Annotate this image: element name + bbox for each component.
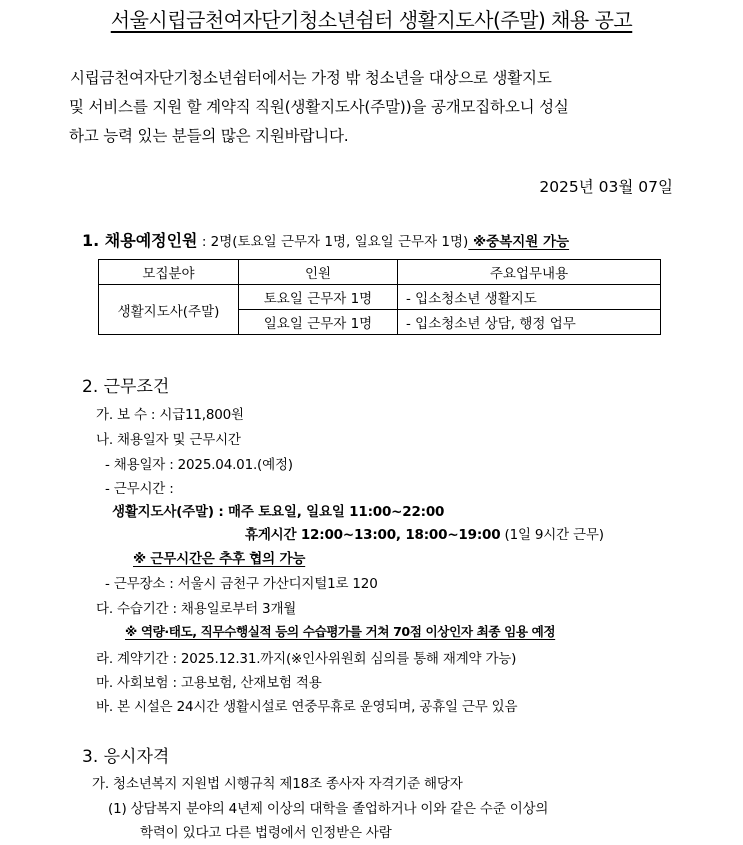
cell-duty: - 입소청소년 생활지도 (398, 285, 661, 310)
intro-line-3: 하고 능력 있는 분들의 많은 지원바랍니다. (69, 127, 349, 145)
qualification-ga: 가. 청소년복지 지원법 시행규칙 제18조 종사자 자격기준 해당자 (92, 776, 463, 792)
header-people: 인원 (239, 260, 398, 285)
break-line (245, 523, 604, 543)
section1-heading: 1. 채용예정인원 (82, 231, 198, 250)
contract-line: 라. 계약기간 : 2025.12.31.까지(※인사위원회 심의를 통해 재계약 가능) (96, 651, 517, 667)
operation-line: 바. 본 시설은 24시간 생활시설로 연중무휴로 운영되며, 공휴일 근무 있음 (96, 699, 518, 715)
section3-heading: 3. 응시자격 (82, 747, 170, 767)
cell-duty: - 입소청소년 상담, 행정 업무 (398, 310, 661, 335)
page-title: 서울시립금천여자단기청소년쉼터 생활지도사(주말) 채용 공고 (110, 8, 633, 32)
break-note: (1일 9시간 근무) (500, 527, 604, 543)
positions-table (98, 259, 661, 335)
qualification-1b: 학력이 있다고 다른 법령에서 인정받은 사람 (140, 825, 392, 841)
hire-date-line: - 채용일자 : 2025.04.01.(예정) (105, 457, 293, 473)
pay-line: 가. 보 수 : 시급11,800원 (96, 407, 244, 423)
section1-detail: : 2명(토요일 근무자 1명, 일요일 근무자 1명) (197, 234, 469, 250)
section2-heading: 2. 근무조건 (82, 377, 170, 397)
probation-line: 다. 수습기간 : 채용일로부터 3개월 (96, 601, 297, 617)
schedule-line: 생활지도사(주말) : 매주 토요일, 일요일 11:00~22:00 (112, 504, 445, 520)
cell-people: 일요일 근무자 1명 (239, 310, 398, 335)
section1-line (82, 228, 569, 251)
work-time-line: - 근무시간 : (105, 481, 174, 497)
header-duty: 주요업무내용 (398, 260, 661, 285)
break-time: 휴게시간 12:00~13:00, 18:00~19:00 (245, 527, 501, 543)
cell-people: 토요일 근무자 1명 (239, 285, 398, 310)
header-field: 모집분야 (99, 260, 239, 285)
place-line: - 근무장소 : 서울시 금천구 가산디지털1로 120 (105, 576, 378, 592)
probation-note: ※ 역량·태도, 직무수행실적 등의 수습평가를 거쳐 70점 이상인자 최종 임용 예정 (125, 624, 556, 639)
qualification-1a: (1) 상담복지 분야의 4년제 이상의 대학을 졸업하거나 이와 같은 수준 이상의 (108, 801, 549, 817)
table-row (99, 285, 661, 310)
table-header-row (99, 260, 661, 285)
hire-line: 나. 채용일자 및 근무시간 (96, 432, 241, 448)
insurance-line: 마. 사회보험 : 고용보험, 산재보험 적용 (96, 675, 322, 691)
intro-line-1: 시립금천여자단기청소년쉼터에서는 가정 밖 청소년을 대상으로 생활지도 (70, 69, 552, 87)
time-note: ※ 근무시간은 추후 협의 가능 (133, 551, 306, 567)
intro-line-2: 및 서비스를 지원 할 계약직 직원(생활지도사(주말))을 공개모집하오니 성실 (69, 98, 569, 116)
section1-note: ※중복지원 가능 (468, 234, 570, 250)
announcement-date: 2025년 03월 07일 (539, 178, 673, 196)
cell-field: 생활지도사(주말) (99, 285, 239, 335)
